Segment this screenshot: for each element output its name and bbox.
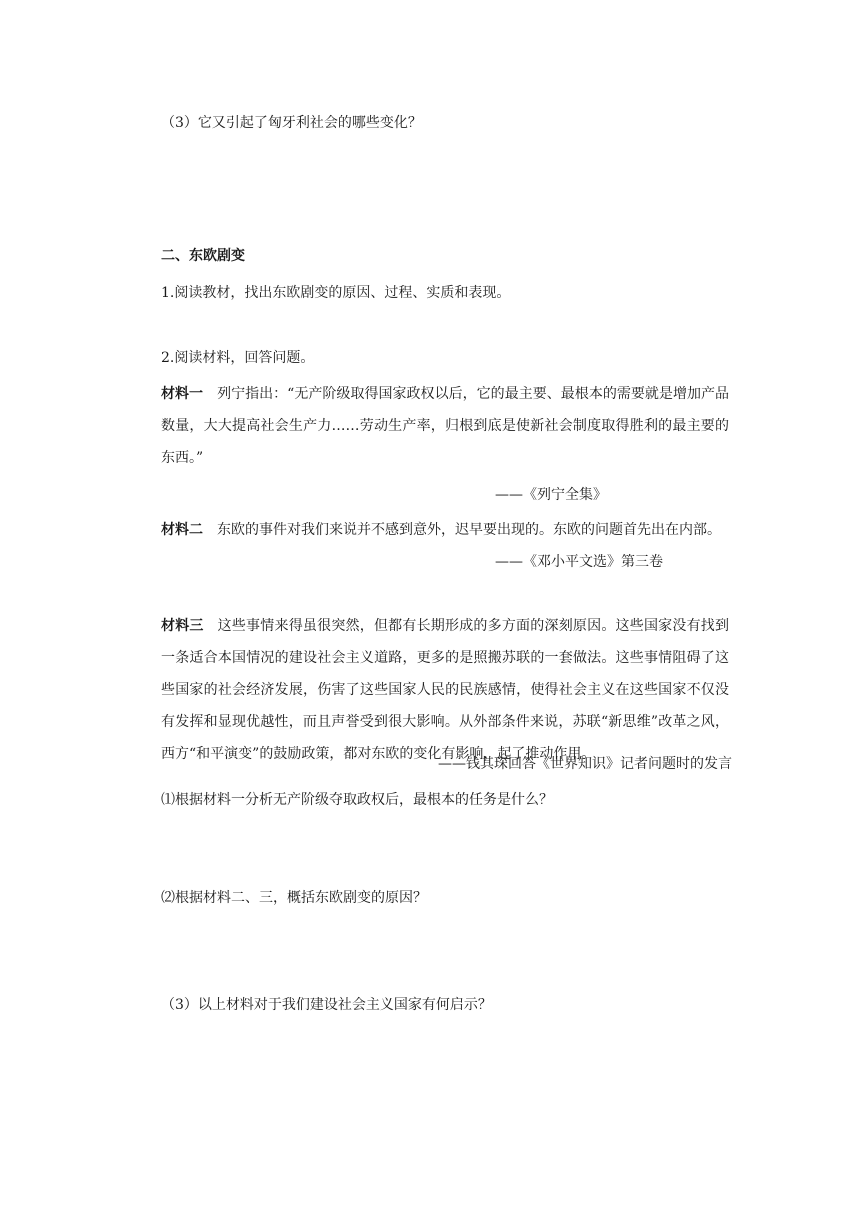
material-2-source: ——《邓小平文选》第三卷 [495,554,663,570]
material-1-source: ——《列宁全集》 [495,487,607,503]
material-1-label: 材料一 [161,386,204,402]
material-2-text: 东欧的事件对我们来说并不感到意外，迟早要出现的。东欧的问题首先出在内部。 [217,522,721,538]
task-1: 1.阅读教材，找出东欧剧变的原因、过程、实质和表现。 [161,285,511,301]
material-1 [161,378,729,474]
material-3 [161,610,729,770]
question-3: （3）以上材料对于我们建设社会主义国家有何启示？ [161,997,492,1013]
section-title: 二、东欧剧变 [161,248,245,264]
question-hungary-changes: （3）它又引起了匈牙利社会的哪些变化？ [161,115,422,131]
material-3-label: 材料三 [161,618,204,634]
material-3-text: 这些事情来得虽很突然，但都有长期形成的多方面的深刻原因。这些国家没有找到一条适合本国情况的建设社会主义道路，更多的是照搬苏联的一套做法。这些事情阻碍了这些国家的社会经济发展，伤害了这些国家人民的民族感情，使得社会主义在这些国家不仅没有发挥和显现优越性，而且声誉受到很大影响。从外部条件来说，苏联“新思维”改革之风，西方“和平演变”的鼓励政策，都对东欧的变化有影响，起了推动作用。 [161,618,730,762]
task-2: 2.阅读材料，回答问题。 [161,350,315,366]
question-2: ⑵根据材料二、三，概括东欧剧变的原因？ [161,890,427,906]
material-2-label: 材料二 [161,522,203,538]
material-2 [161,514,729,546]
material-1-text: 列宁指出：“无产阶级取得国家政权以后，它的最主要、最根本的需要就是增加产品数量，大大提高社会生产力……劳动生产率，归根到底是使新社会制度取得胜利的最主要的东西。” [161,386,730,466]
question-1: ⑴根据材料一分析无产阶级夺取政权后，最根本的任务是什么？ [161,792,553,808]
material-3-source: ——钱其琛回答《世界知识》记者问题时的发言 [438,756,732,772]
